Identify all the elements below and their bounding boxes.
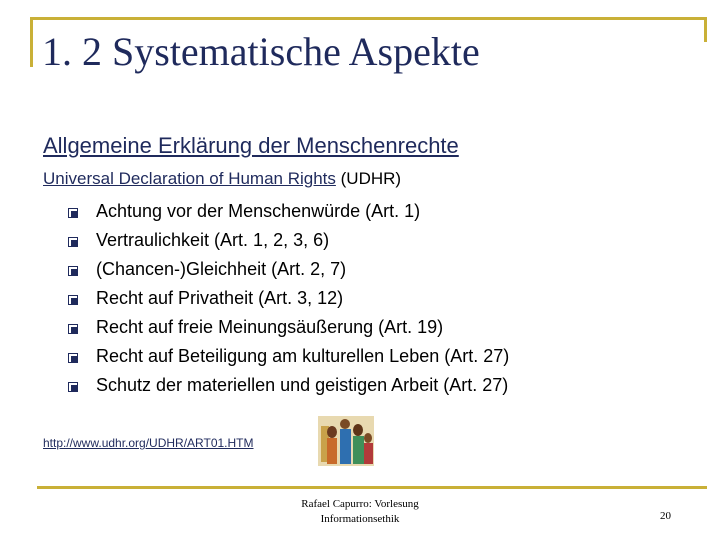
checkbox-bullet-icon — [68, 353, 78, 363]
list-item — [68, 284, 509, 313]
list-item-text: Vertraulichkeit (Art. 1, 2, 3, 6) — [96, 230, 330, 250]
subheading-suffix: (UDHR) — [335, 169, 402, 188]
checkbox-bullet-icon — [68, 382, 78, 392]
checkbox-bullet-icon — [68, 295, 78, 305]
list-item-text: Achtung vor der Menschenwürde (Art. 1) — [96, 201, 421, 221]
list-item — [68, 342, 509, 371]
frame-top-line — [30, 17, 707, 20]
bullet-list — [68, 197, 509, 400]
footer-author: Rafael Capurro: Vorlesung — [301, 498, 419, 510]
checkbox-bullet-icon — [68, 208, 78, 218]
painting-figures-icon — [318, 416, 374, 466]
footer-text — [260, 497, 460, 527]
list-item-text: (Chancen-)Gleichheit (Art. 2, 7) — [96, 259, 347, 279]
list-item — [68, 255, 509, 284]
footer-course: Informationsethik — [320, 513, 400, 525]
subheading — [43, 169, 401, 189]
list-item — [68, 197, 509, 226]
udhr-link[interactable]: Universal Declaration of Human Rights — [43, 169, 336, 188]
frame-right-line — [704, 17, 707, 42]
checkbox-bullet-icon — [68, 324, 78, 334]
list-item-text: Schutz der materiellen und geistigen Arbeit (Art. 27) — [96, 375, 509, 395]
checkbox-bullet-icon — [68, 266, 78, 276]
slide-title: 1. 2 Systematische Aspekte — [42, 29, 480, 74]
list-item-text: Recht auf freie Meinungsäußerung (Art. 19) — [96, 317, 444, 337]
page-number: 20 — [660, 510, 671, 522]
list-item — [68, 313, 509, 342]
list-item-text: Recht auf Beteiligung am kulturellen Leben (Art. 27) — [96, 346, 510, 366]
footer-line — [37, 486, 707, 489]
list-item — [68, 226, 509, 255]
checkbox-bullet-icon — [68, 237, 78, 247]
udhr-url-link[interactable]: http://www.udhr.org/UDHR/ART01.HTM — [43, 436, 254, 450]
section-heading[interactable]: Allgemeine Erklärung der Menschenrechte — [43, 133, 459, 158]
frame-left-line — [30, 17, 33, 67]
list-item — [68, 371, 509, 400]
list-item-text: Recht auf Privatheit (Art. 3, 12) — [96, 288, 344, 308]
